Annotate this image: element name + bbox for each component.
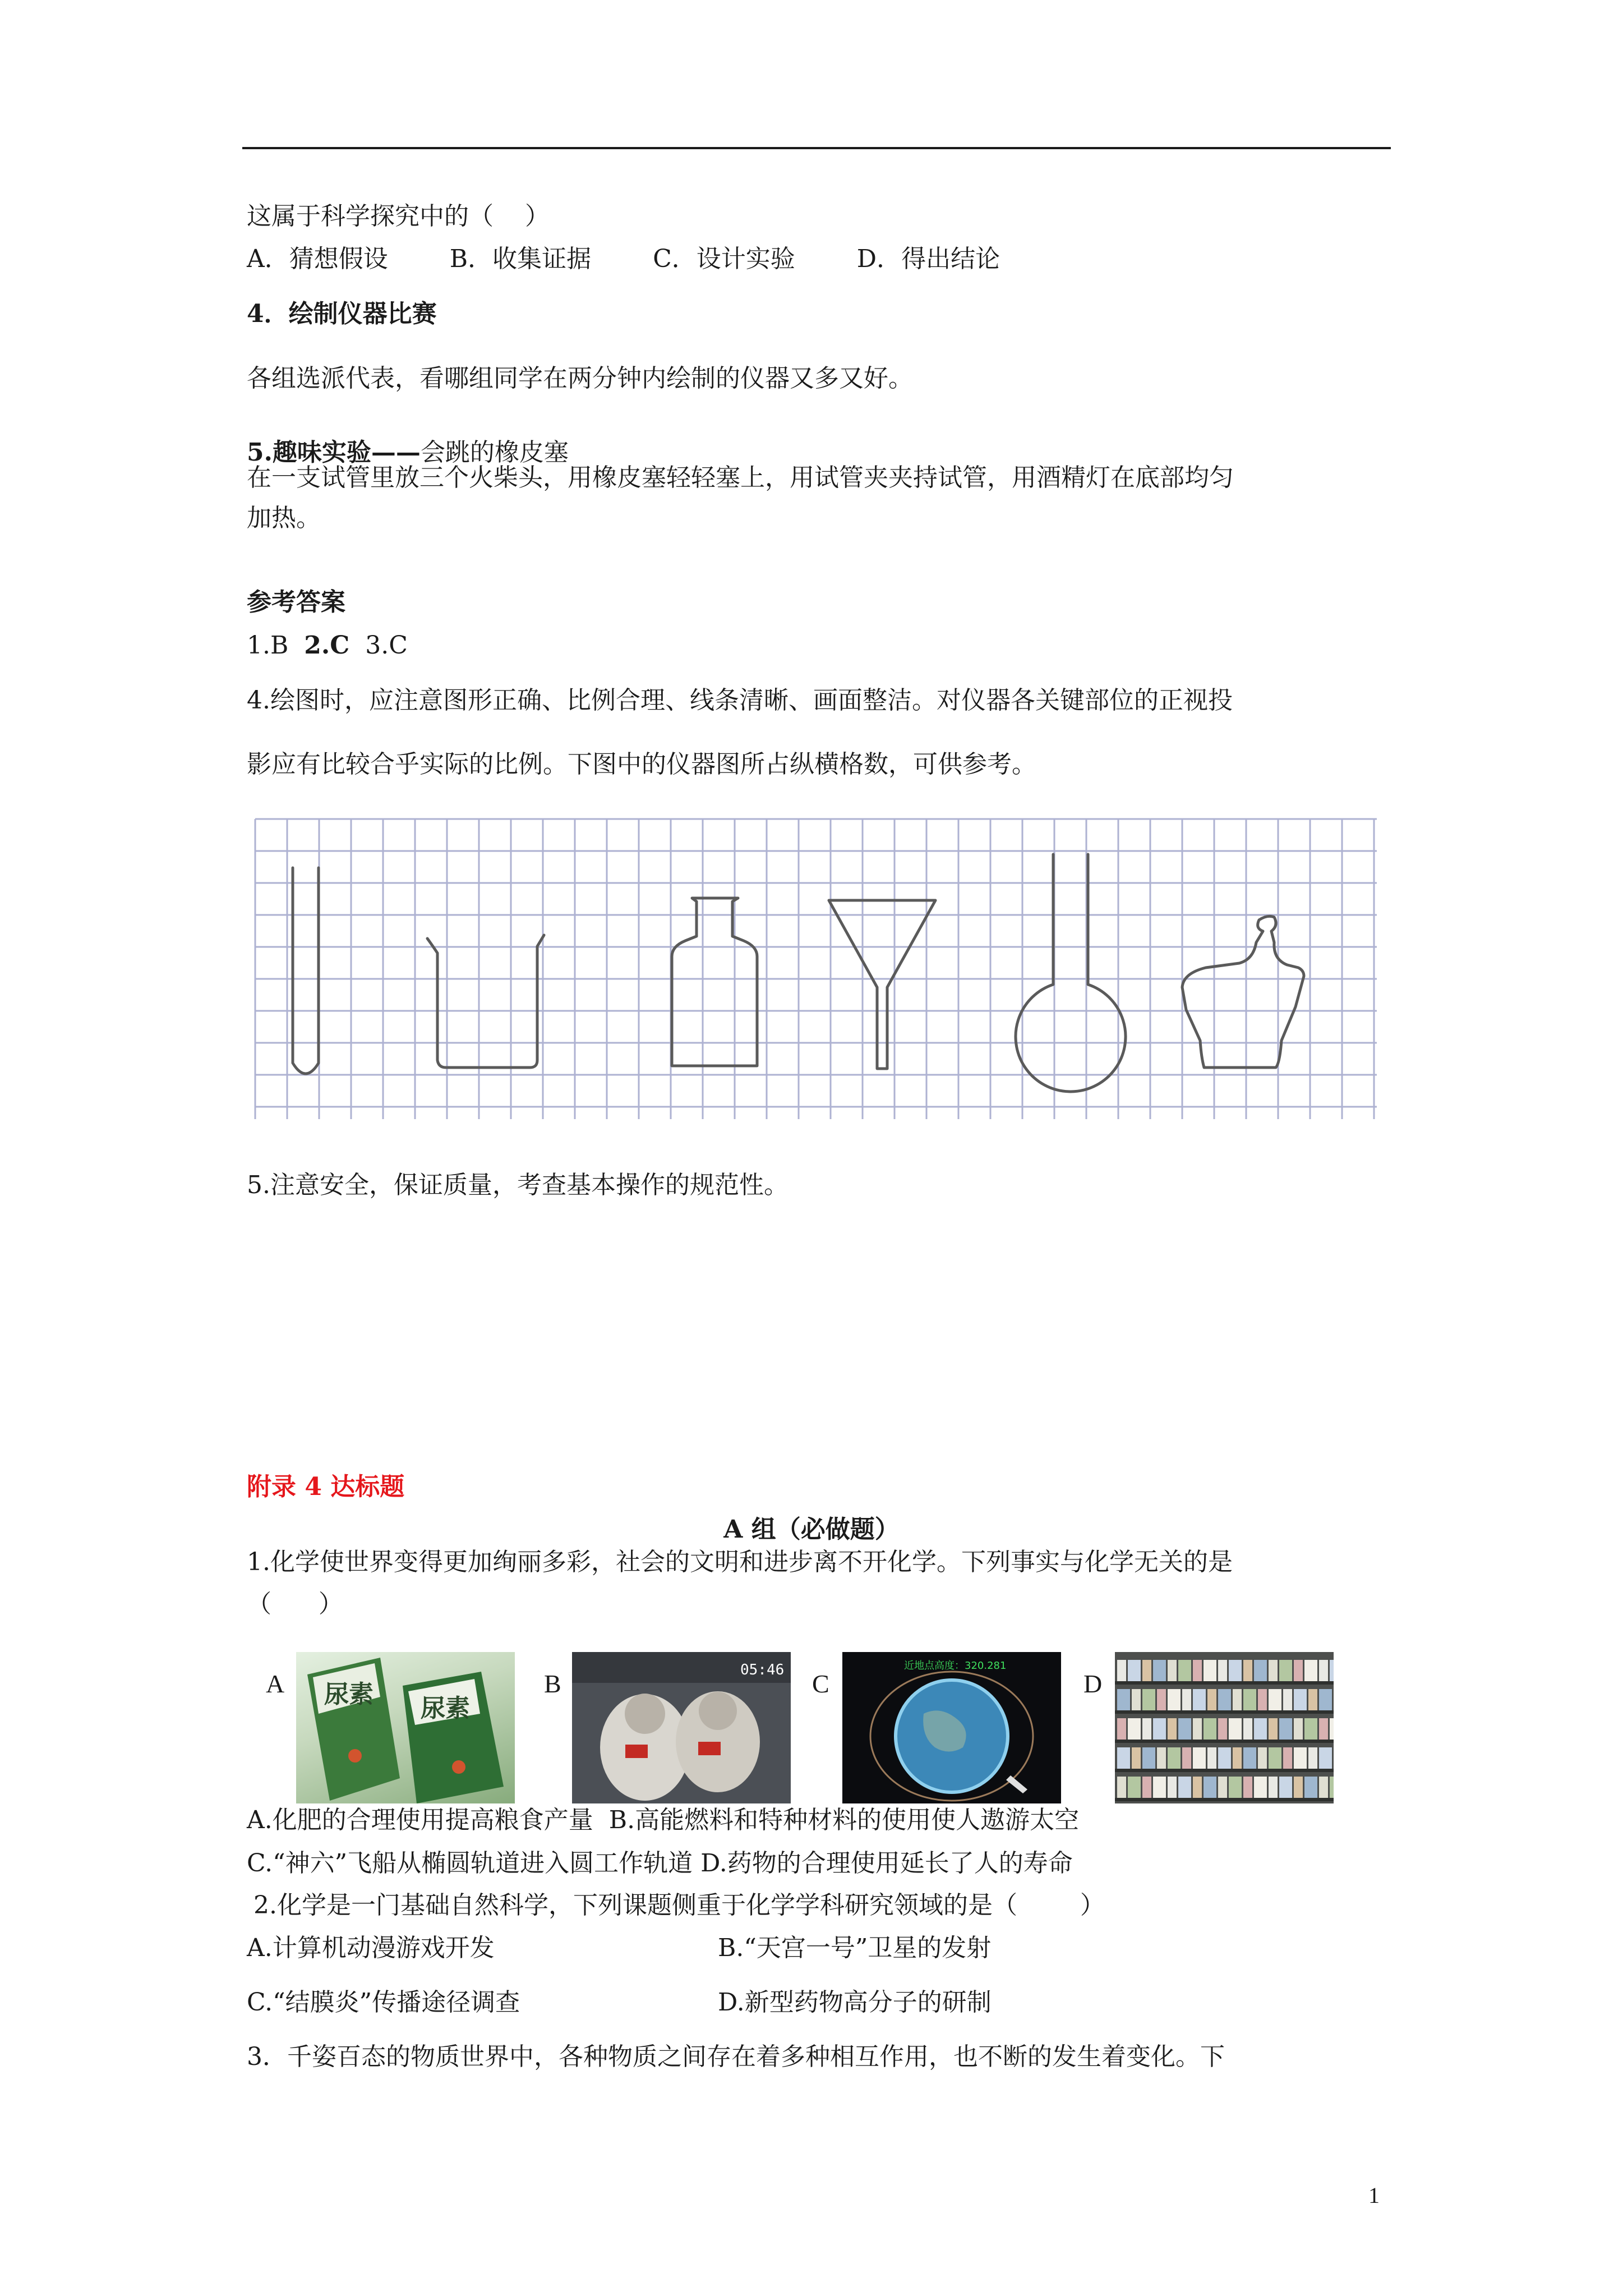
answers-title: 参考答案 xyxy=(247,588,345,616)
q1-option-d: D.药物的合理使用延长了人的寿命 xyxy=(700,1849,1073,1878)
q1-options-line-2 xyxy=(247,1847,1073,1880)
q2-option-c: C.“结膜炎”传播途径调查 xyxy=(247,1988,520,2017)
q2-option-a: A.计算机动漫游戏开发 xyxy=(247,1934,495,1962)
earth-orbit-photo xyxy=(842,1652,1061,1803)
photo-d-label: D xyxy=(1083,1669,1103,1698)
bag-label-2: 尿素 xyxy=(421,1694,470,1723)
q1-line-2: （ ） xyxy=(247,1590,343,1618)
answer-1: 1.B xyxy=(247,631,305,660)
q1-options-line-1 xyxy=(247,1803,1079,1837)
round-flask-icon xyxy=(1016,854,1126,1092)
pharmacy-shelves-svg xyxy=(1115,1652,1334,1803)
pharmacy-shelves-photo xyxy=(1115,1652,1334,1803)
instrument-grid-figure xyxy=(252,816,1380,1122)
answer-3: 3.C xyxy=(349,631,408,660)
fertilizer-bags-photo xyxy=(296,1652,515,1803)
q3-option-c: C．设计实验 xyxy=(653,245,795,273)
activity-4-title: 4．绘制仪器比赛 xyxy=(247,300,437,328)
q2-stem: 2.化学是一门基础自然科学，下列课题侧重于化学学科研究领域的是（ ） xyxy=(253,1891,1105,1920)
header-rule xyxy=(242,147,1391,149)
instrument-grid-svg xyxy=(252,816,1380,1122)
q3-tail-text: 这属于科学探究中的（ ） xyxy=(247,202,550,231)
q2-option-d: D.新型药物高分子的研制 xyxy=(718,1988,992,2017)
answers-line xyxy=(247,629,408,662)
alcohol-burner-icon xyxy=(1182,916,1304,1068)
q2-options-line-2 xyxy=(247,1986,992,2019)
photo-c-label: C xyxy=(812,1669,829,1698)
q1-option-c: C.“神六”飞船从椭圆轨道进入圆工作轨道 xyxy=(247,1849,693,1878)
group-a-title: A 组（必做题） xyxy=(723,1515,900,1544)
photo-a-label: A xyxy=(266,1669,285,1698)
astronauts-cabin-svg xyxy=(572,1652,791,1803)
astronauts-cabin-photo xyxy=(572,1652,791,1803)
q1-option-a: A.化肥的合理使用提高粮食产量 xyxy=(247,1806,593,1834)
page-number: 1 xyxy=(1368,2183,1380,2208)
activity-4-text: 各组选派代表，看哪组同学在两分钟内绘制的仪器又多又好。 xyxy=(247,364,913,393)
activity-5-text-line-1: 在一支试管里放三个火柴头，用橡皮塞轻轻塞上，用试管夹夹持试管，用酒精灯在底部均匀 xyxy=(247,463,1234,492)
appendix-title: 附录 4 达标题 xyxy=(247,1473,405,1501)
activity-5-title-rest: 会跳的橡皮塞 xyxy=(420,438,569,467)
q3-option-b: B．收集证据 xyxy=(449,245,592,273)
activity-5-title-bold: 5.趣味实验—— xyxy=(247,438,421,467)
earth-orbit-svg xyxy=(842,1652,1061,1803)
reagent-bottle-icon xyxy=(672,898,757,1066)
q3-option-a: A．猜想假设 xyxy=(247,245,388,273)
answer-4-line-2: 影应有比较合乎实际的比例。下图中的仪器图所占纵横格数，可供参考。 xyxy=(247,750,1036,779)
grid-lines xyxy=(255,819,1377,1119)
answer-2: 2.C xyxy=(304,631,350,660)
bag-label-1: 尿素 xyxy=(324,1680,374,1709)
q3-options xyxy=(247,242,1062,276)
beaker-icon xyxy=(427,935,544,1068)
fertilizer-bags-svg xyxy=(296,1652,515,1803)
activity-5-text-line-2: 加热。 xyxy=(247,504,321,532)
q2-option-b: B.“天宫一号”卫星的发射 xyxy=(718,1934,992,1962)
photo-b-label: B xyxy=(544,1669,561,1698)
orbit-readout: 近地点高度：320.281 xyxy=(904,1660,1007,1672)
cabin-timestamp: 05:46 xyxy=(740,1662,785,1678)
q3-option-d: D．得出结论 xyxy=(856,245,1000,273)
q3-stem: 3．千姿百态的物质世界中，各种物质之间存在着多种相互作用，也不断的发生着变化。下 xyxy=(247,2042,1225,2071)
q1-line-1: 1.化学使世界变得更加绚丽多彩，社会的文明和进步离不开化学。下列事实与化学无关的是 xyxy=(247,1548,1233,1576)
answer-4-line-1: 4.绘图时，应注意图形正确、比例合理、线条清晰、画面整洁。对仪器各关键部位的正视投 xyxy=(247,686,1233,715)
answer-5: 5.注意安全，保证质量，考查基本操作的规范性。 xyxy=(247,1171,789,1199)
q2-options-line-1 xyxy=(247,1931,991,1965)
q1-option-b: B.高能燃料和特种材料的使用使人遨游太空 xyxy=(608,1806,1080,1834)
q1-photo-options xyxy=(264,1652,1385,1806)
